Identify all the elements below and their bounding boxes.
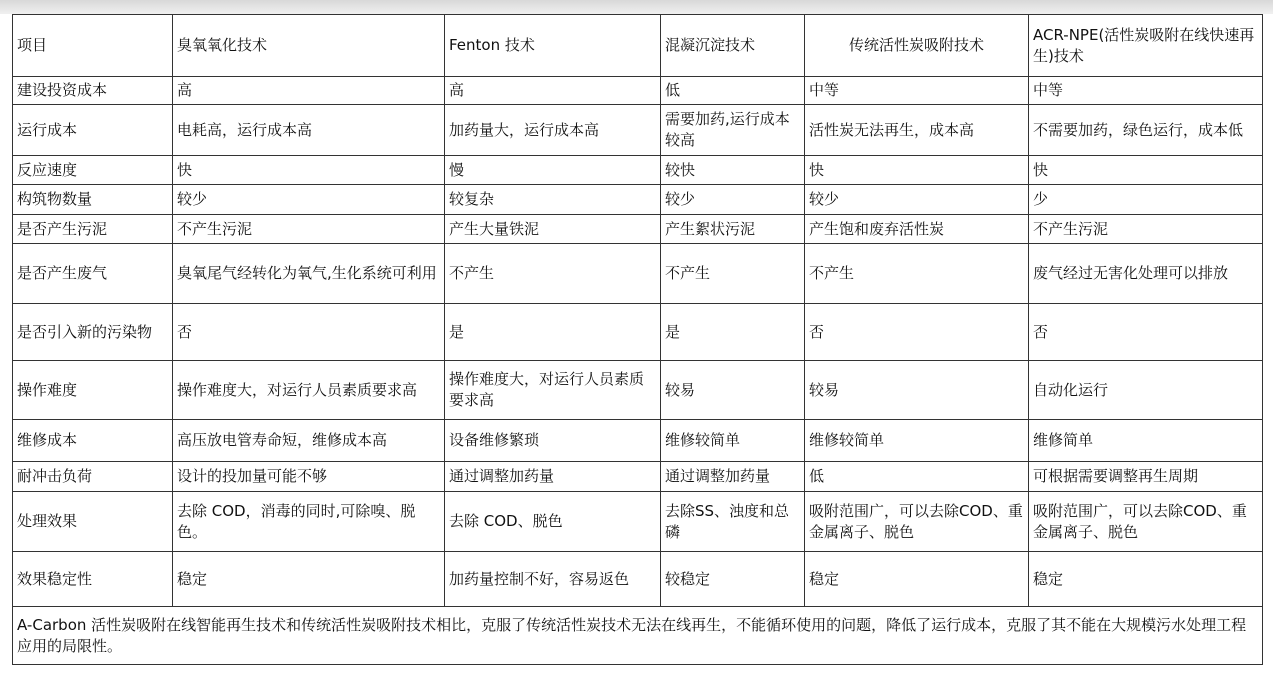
table-cell: 是否产生污泥 — [13, 215, 173, 244]
table-cell: 否 — [805, 304, 1029, 361]
table-cell: 高 — [445, 77, 661, 105]
header-cell: ACR-NPE(活性炭吸附在线快速再生)技术 — [1029, 15, 1263, 77]
table-cell: 中等 — [1029, 77, 1263, 105]
table-cell: 是否引入新的污染物 — [13, 304, 173, 361]
table-cell: 构筑物数量 — [13, 185, 173, 215]
table-cell: 较快 — [661, 156, 805, 185]
table-cell: 较复杂 — [445, 185, 661, 215]
table-cell: 维修成本 — [13, 420, 173, 462]
table-row — [13, 361, 1263, 420]
comparison-table — [12, 14, 1263, 665]
table-cell: 高 — [173, 77, 445, 105]
table-cell: 设备维修繁琐 — [445, 420, 661, 462]
table-row — [13, 304, 1263, 361]
table-cell: 较少 — [173, 185, 445, 215]
table-row — [13, 156, 1263, 185]
table-cell: 不产生 — [661, 244, 805, 304]
table-cell: 较易 — [661, 361, 805, 420]
table-cell: 设计的投加量可能不够 — [173, 462, 445, 492]
table-cell: 低 — [805, 462, 1029, 492]
table-cell: 是 — [445, 304, 661, 361]
table-cell: 是否产生废气 — [13, 244, 173, 304]
header-cell: 项目 — [13, 15, 173, 77]
table-row — [13, 215, 1263, 244]
table-cell: 维修较简单 — [661, 420, 805, 462]
table-row — [13, 244, 1263, 304]
table-cell: 低 — [661, 77, 805, 105]
table-cell: 快 — [173, 156, 445, 185]
table-cell: 否 — [1029, 304, 1263, 361]
table-row — [13, 185, 1263, 215]
table-cell: 活性炭无法再生，成本高 — [805, 105, 1029, 156]
table-cell: 需要加药,运行成本较高 — [661, 105, 805, 156]
table-cell: 快 — [1029, 156, 1263, 185]
table-cell: 吸附范围广，可以去除COD、重金属离子、脱色 — [1029, 492, 1263, 552]
table-cell: 可根据需要调整再生周期 — [1029, 462, 1263, 492]
header-row — [13, 15, 1263, 77]
table-row — [13, 492, 1263, 552]
table-cell: 不产生污泥 — [1029, 215, 1263, 244]
header-cell: 混凝沉淀技术 — [661, 15, 805, 77]
table-cell: 自动化运行 — [1029, 361, 1263, 420]
table-cell: 通过调整加药量 — [445, 462, 661, 492]
table-cell: 是 — [661, 304, 805, 361]
table-cell: 产生饱和废弃活性炭 — [805, 215, 1029, 244]
table-cell: 较少 — [661, 185, 805, 215]
table-cell: 反应速度 — [13, 156, 173, 185]
table-cell: 不产生 — [805, 244, 1029, 304]
footnote-text: A-Carbon 活性炭吸附在线智能再生技术和传统活性炭吸附技术相比，克服了传统活性炭技术无法在线再生，不能循环使用的问题，降低了运行成本，克服了其不能在大规模污水处理工程应用的局限性。 — [13, 607, 1263, 665]
table-cell: 耐冲击负荷 — [13, 462, 173, 492]
table-cell: 操作难度大，对运行人员素质要求高 — [445, 361, 661, 420]
table-cell: 去除 COD、脱色 — [445, 492, 661, 552]
table-cell: 加药量大，运行成本高 — [445, 105, 661, 156]
table-cell: 快 — [805, 156, 1029, 185]
table-cell: 稳定 — [805, 552, 1029, 607]
table-cell: 处理效果 — [13, 492, 173, 552]
table-cell: 吸附范围广，可以去除COD、重金属离子、脱色 — [805, 492, 1029, 552]
header-cell: 传统活性炭吸附技术 — [805, 15, 1029, 77]
table-cell: 高压放电管寿命短，维修成本高 — [173, 420, 445, 462]
table-cell: 不产生污泥 — [173, 215, 445, 244]
table-cell: 产生絮状污泥 — [661, 215, 805, 244]
table-cell: 运行成本 — [13, 105, 173, 156]
table-cell: 不产生 — [445, 244, 661, 304]
table-cell: 加药量控制不好，容易返色 — [445, 552, 661, 607]
header-cell: 臭氧氧化技术 — [173, 15, 445, 77]
table-cell: 少 — [1029, 185, 1263, 215]
table-row — [13, 105, 1263, 156]
top-bar — [0, 0, 1273, 14]
table-cell: 去除SS、浊度和总磷 — [661, 492, 805, 552]
table-cell: 建设投资成本 — [13, 77, 173, 105]
table-cell: 否 — [173, 304, 445, 361]
table-row — [13, 420, 1263, 462]
table-cell: 维修较简单 — [805, 420, 1029, 462]
table-cell: 慢 — [445, 156, 661, 185]
header-cell: Fenton 技术 — [445, 15, 661, 77]
table-row — [13, 552, 1263, 607]
table-cell: 臭氧尾气经转化为氧气,生化系统可利用 — [173, 244, 445, 304]
table-cell: 效果稳定性 — [13, 552, 173, 607]
table-cell: 较稳定 — [661, 552, 805, 607]
table-cell: 中等 — [805, 77, 1029, 105]
table-row — [13, 77, 1263, 105]
table-cell: 较易 — [805, 361, 1029, 420]
table-cell: 稳定 — [1029, 552, 1263, 607]
table-row — [13, 462, 1263, 492]
table-cell: 通过调整加药量 — [661, 462, 805, 492]
table-cell: 电耗高，运行成本高 — [173, 105, 445, 156]
table-cell: 较少 — [805, 185, 1029, 215]
table-cell: 操作难度大，对运行人员素质要求高 — [173, 361, 445, 420]
table-cell: 操作难度 — [13, 361, 173, 420]
table-cell: 去除 COD，消毒的同时,可除嗅、脱色。 — [173, 492, 445, 552]
footnote-row — [13, 607, 1263, 665]
table-cell: 产生大量铁泥 — [445, 215, 661, 244]
table-cell: 废气经过无害化处理可以排放 — [1029, 244, 1263, 304]
table-cell: 不需要加药，绿色运行，成本低 — [1029, 105, 1263, 156]
table-cell: 稳定 — [173, 552, 445, 607]
table-body — [13, 15, 1263, 665]
table-cell: 维修简单 — [1029, 420, 1263, 462]
